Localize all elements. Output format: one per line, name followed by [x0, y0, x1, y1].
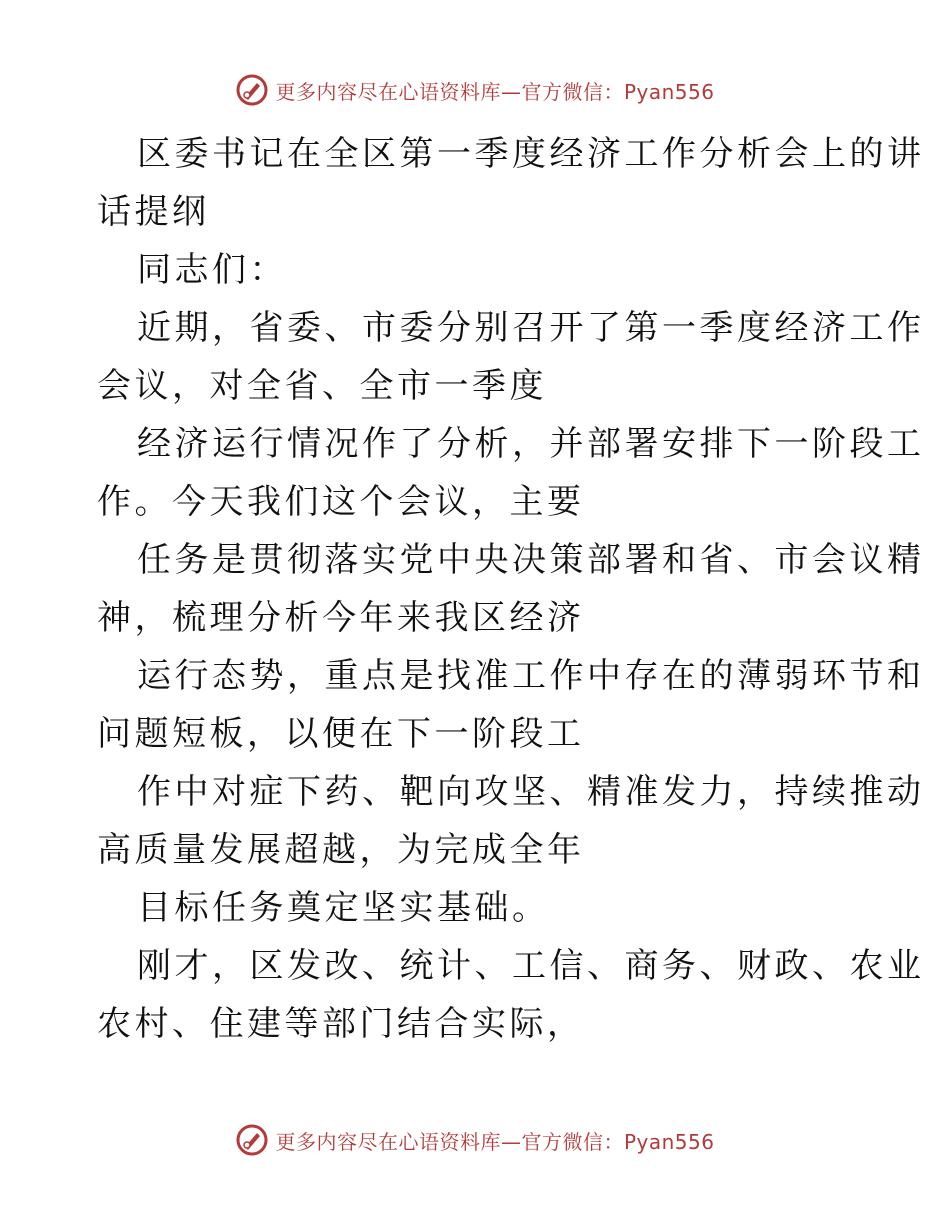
paragraph-line: 作中对症下药、靶向攻坚、精准发力，持续推动	[137, 772, 925, 812]
footer-banner-text: 更多内容尽在心语资料库—官方微信：Pyan556	[275, 1129, 715, 1154]
paragraph-line: 运行态势，重点是找准工作中存在的薄弱环节和	[137, 656, 925, 696]
paragraph-line: 作。今天我们这个会议，主要	[97, 482, 585, 522]
paragraph-line: 刚才，区发改、统计、工信、商务、财政、农业	[137, 946, 925, 986]
document-body	[97, 125, 925, 1053]
salutation: 同志们：	[137, 250, 287, 290]
paragraph-line: 农村、住建等部门结合实际，	[97, 1004, 585, 1044]
pen-logo-icon	[235, 73, 269, 107]
doc-title-line-1: 区委书记在全区第一季度经济工作分析会上的讲	[137, 134, 925, 174]
paragraph-line: 近期，省委、市委分别召开了第一季度经济工作	[137, 308, 925, 348]
paragraph-line: 神，梳理分析今年来我区经济	[97, 598, 585, 638]
paragraph-line: 任务是贯彻落实党中央决策部署和省、市会议精	[137, 540, 925, 580]
pen-logo-icon	[235, 1123, 269, 1157]
paragraph-line: 会议，对全省、全市一季度	[97, 366, 547, 406]
doc-title-line-2: 话提纲	[97, 192, 210, 232]
paragraph-line: 经济运行情况作了分析，并部署安排下一阶段工	[137, 424, 925, 464]
paragraph-line: 问题短板，以便在下一阶段工	[97, 714, 585, 754]
paragraph-line: 目标任务奠定坚实基础。	[137, 888, 550, 928]
header-banner	[0, 70, 950, 110]
footer-banner	[0, 1120, 950, 1160]
header-banner-text: 更多内容尽在心语资料库—官方微信：Pyan556	[275, 79, 715, 104]
paragraph-line: 高质量发展超越，为完成全年	[97, 830, 585, 870]
